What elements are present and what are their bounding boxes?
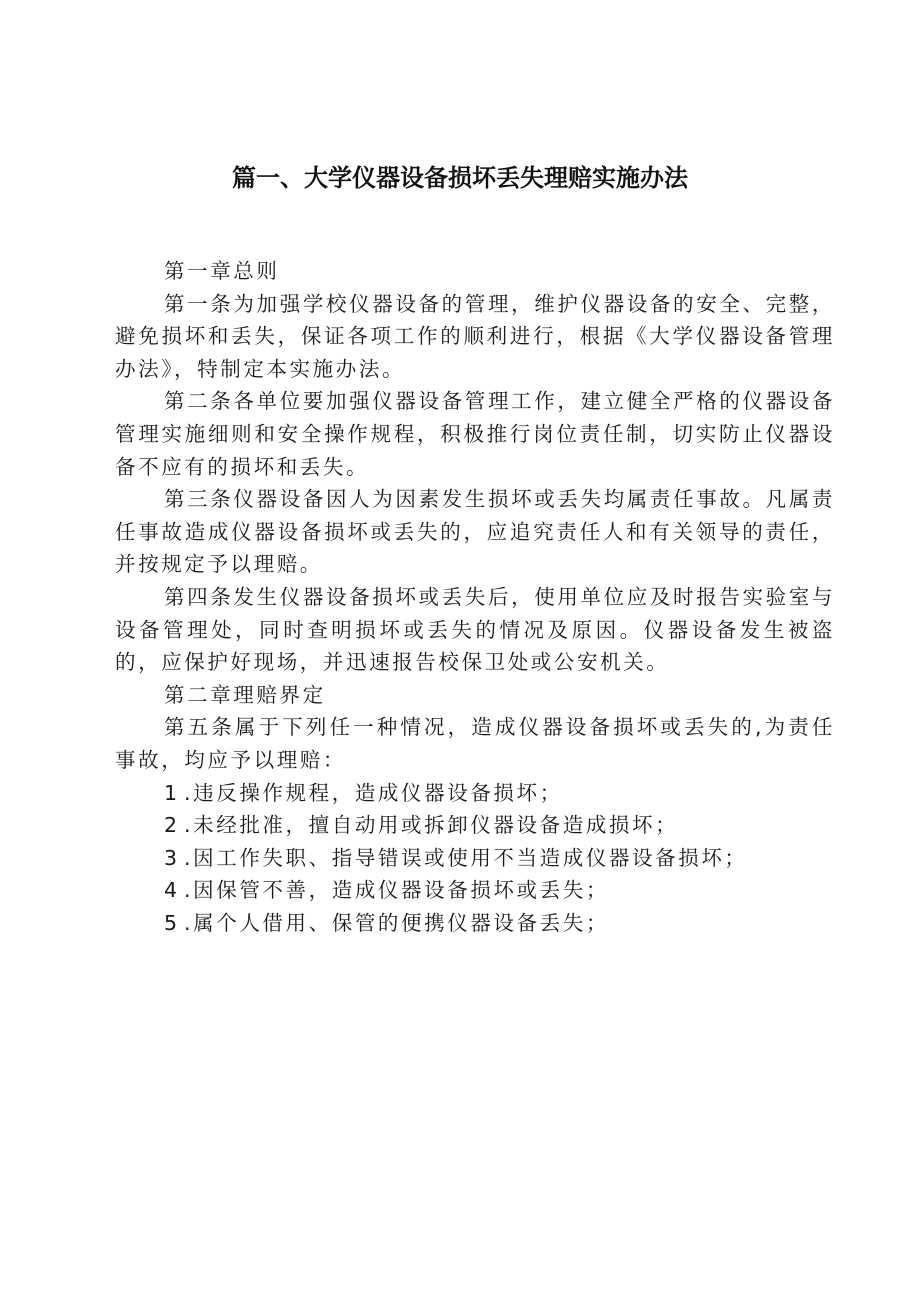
article-5: 第五条属于下列任一种情况，造成仪器设备损坏或丢失的,为责任事故，均应予以理赔：: [115, 715, 835, 772]
list-item: [115, 842, 835, 875]
list-item-number: 4: [164, 878, 180, 903]
document-body: [115, 255, 835, 939]
list-item-text: .违反操作规程，造成仪器设备损坏；: [184, 780, 563, 805]
article-2: 第二条各单位要加强仪器设备管理工作，建立健全严格的仪器设备管理实施细则和安全操作规程，积极推行岗位责任制，切实防止仪器设备不应有的损坏和丢失。: [115, 389, 835, 479]
chapter-2-heading: 第二章理赔界定: [164, 682, 326, 707]
list-item-number: 5: [164, 910, 180, 935]
list-item-number: 1: [164, 780, 180, 805]
article-3: 第三条仪器设备因人为因素发生损坏或丢失均属责任事故。凡属责任事故造成仪器设备损坏或丢失的，应追究责任人和有关领导的责任，并按规定予以理赔。: [115, 487, 835, 577]
list-item-number: 3: [164, 845, 180, 870]
article-4: 第四条发生仪器设备损坏或丢失后，使用单位应及时报告实验室与设备管理处，同时查明损坏或丢失的情况及原因。仪器设备发生被盗的，应保护好现场，并迅速报告校保卫处或公安机关。: [115, 584, 835, 675]
list-item: [115, 809, 835, 842]
list-item-text: .未经批准，擅自动用或拆卸仪器设备造成损坏；: [184, 813, 679, 838]
list-item-text: .属个人借用、保管的便携仪器设备丢失；: [184, 910, 609, 935]
chapter-1-heading: 第一章总则: [164, 259, 280, 283]
list-item: [115, 874, 835, 907]
list-item: [115, 907, 835, 940]
list-item: [115, 777, 835, 810]
list-item-text: .因保管不善，造成仪器设备损坏或丢失；: [184, 878, 609, 903]
list-item-number: 2: [164, 813, 180, 838]
article-1: 第一条为加强学校仪器设备的管理，维护仪器设备的安全、完整，避免损坏和丢失，保证各项工作的顺利进行，根据《大学仪器设备管理办法》，特制定本实施办法。: [115, 291, 835, 381]
document-title: 篇一、大学仪器设备损坏丢失理赔实施办法: [232, 164, 688, 192]
list-item-text: .因工作失职、指导错误或使用不当造成仪器设备损坏；: [184, 845, 748, 870]
